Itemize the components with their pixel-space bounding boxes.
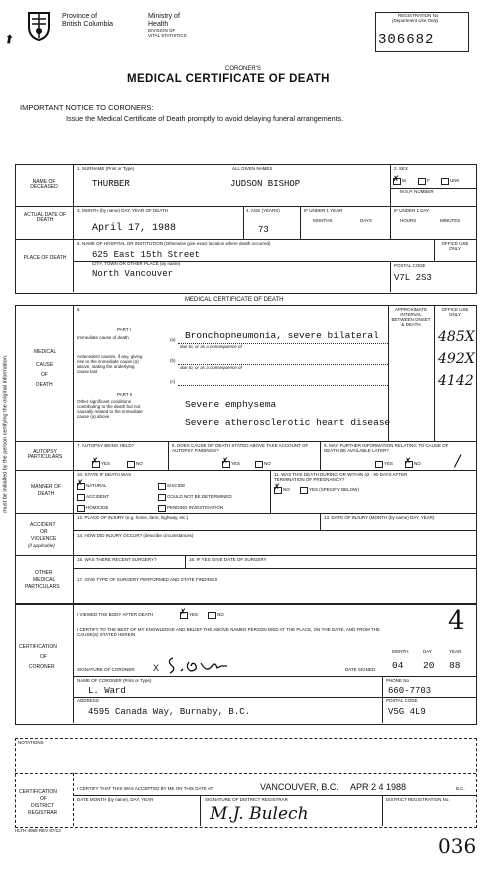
cause-c-marker: (c) — [170, 379, 176, 384]
part-one-label: PART I — [117, 327, 132, 332]
due-to-a: due to, or as a consequence of — [180, 344, 242, 349]
cause-b-marker: (b) — [170, 358, 176, 363]
autopsy-q8-yes-label: YES — [231, 461, 241, 466]
viewed-no-checkbox[interactable] — [208, 612, 216, 619]
coroners-heading: CORONER'S — [225, 66, 261, 72]
accident-label: ACCIDENT — [86, 494, 110, 499]
signature-x: X — [153, 663, 160, 673]
autopsy-q7-check: ✗ — [91, 456, 99, 466]
medical-heading: MEDICAL CERTIFICATE OF DEATH — [185, 297, 284, 303]
coroner-label-3: CORONER — [29, 664, 55, 670]
autopsy-q7-no-label: NO — [136, 461, 143, 466]
surgery-q16: 16. IF YES GIVE DATE OF SURGERY — [189, 557, 267, 562]
year-label: YEAR — [449, 649, 462, 654]
accident-label-2: OR — [40, 529, 48, 535]
registrar-signature-label: SIGNATURE OF DISTRICT REGISTRAR — [205, 797, 288, 802]
under-day-label: IF UNDER 1 DAY — [394, 208, 430, 213]
name-of-deceased-label: NAME OF DECEASED — [30, 179, 58, 190]
autopsy-q9: 9. MAY FURTHER INFORMATION RELATING TO CAUSE OF DEATH BE AVAILABLE LATER? — [324, 443, 449, 453]
city-value: North Vancouver — [92, 269, 174, 279]
age-value: 73 — [258, 225, 269, 235]
postal-code-label: POSTAL CODE — [394, 263, 426, 268]
autopsy-q7-no[interactable] — [127, 461, 135, 468]
pregnancy-yes-checkbox[interactable] — [300, 487, 308, 494]
medical-office-use-label: OFFICE USE ONLY — [441, 307, 469, 317]
autopsy-q9-check: ✗ — [404, 456, 412, 466]
how-injury-label: 14. HOW DID INJURY OCCUR? (describe circumstances) — [77, 533, 194, 538]
accepted-statement: I CERTIFY THAT THIS WAS ACCEPTED BY ME ON THIS DATE AT — [77, 786, 214, 791]
page-mark: 036 — [438, 834, 477, 858]
viewed-no-label: NO — [217, 612, 224, 617]
surgery-q17: 17. GIVE TYPE OF SURGERY PERFORMED AND STATE FINDINGS — [77, 577, 218, 582]
code-3: 4142 — [438, 373, 474, 389]
autopsy-q8-no[interactable] — [255, 461, 263, 468]
undetermined-checkbox[interactable] — [158, 494, 166, 501]
certificate-title: MEDICAL CERTIFICATE OF DEATH — [127, 73, 330, 85]
viewed-yes-check: ✗ — [179, 607, 187, 617]
actual-date-label: ACTUAL DATE OF DEATH — [23, 212, 67, 223]
coroner-label-1: CERTIFICATION — [19, 644, 57, 650]
city-label: CITY, TOWN OR OTHER PLACE (by name) — [92, 261, 181, 266]
registrar-label-3: DISTRICT — [31, 803, 55, 809]
accident-label-4: (if applicable) — [28, 543, 55, 548]
sex-unk-label: UNK — [450, 178, 460, 183]
postal-code-value: V7L 2S3 — [394, 273, 432, 283]
days-label: DAYS — [360, 218, 372, 223]
pregnancy-q11: 11. WAS THIS DEATH DURING OR WITHIN 42 - 90 DAYS AFTER TERMINATION OF PREGNANCY? — [274, 472, 408, 482]
code-1: 485X — [438, 329, 475, 345]
date-month-value: 04 — [392, 660, 404, 671]
coroner-postal-label: POSTAL CODE — [386, 698, 418, 703]
registrar-place: VANCOUVER, B.C. — [260, 782, 339, 792]
part-two-label: PART II — [117, 392, 133, 397]
division-line1: DIVISION OF — [148, 28, 176, 33]
form-number: HLTH 4968 REV 87/12 — [15, 828, 61, 833]
under-year-label: IF UNDER 1 YEAR — [304, 208, 343, 213]
autopsy-q8-check: ✗ — [221, 456, 229, 466]
office-use-label: OFFICE USE ONLY — [441, 241, 469, 251]
cause-a-value: Bronchopneumonia, severe bilateral — [185, 330, 379, 341]
age-label: 4. AGE (YEARS) — [246, 208, 280, 213]
cause-label-4: DEATH — [36, 382, 53, 388]
autopsy-q8: 8. DOES CAUSE OF DEATH STATED ABOVE TAKE ACCOUNT OF AUTOPSY FINDINGS? — [172, 443, 309, 453]
given-names-label: ALL GIVEN NAMES — [232, 166, 273, 171]
coroner-address-value: 4595 Canada Way, Burnaby, B.C. — [88, 707, 251, 717]
surgery-q15: 15. WAS THERE RECENT SURGERY? — [77, 557, 157, 562]
viewed-body-label: I VIEWED THE BODY AFTER DEATH — [77, 612, 154, 617]
ministry-line2: Health — [148, 21, 169, 28]
registrar-label-1: CERTIFICATION — [19, 789, 57, 795]
hours-label: HOURS — [400, 218, 417, 223]
registration-number: 306682 — [378, 32, 435, 48]
address-value: 625 East 15th Street — [92, 250, 201, 260]
day-label: DAY — [423, 649, 432, 654]
autopsy-q8-no-label: NO — [264, 461, 271, 466]
autopsy-q9-no-label: NO — [414, 461, 421, 466]
interval-slash: / — [455, 451, 461, 470]
cause-a-marker: (a) — [170, 337, 176, 342]
hospital-label: 5. NAME OF HOSPITAL OR INSTITUTION (Otherwise give exact location where death occurred) — [77, 241, 271, 246]
cause-label-2: CAUSE — [36, 362, 54, 368]
sex-m-label: M — [402, 178, 406, 183]
coroner-name-value: L. Ward — [88, 686, 126, 696]
province-line2: British Columbia — [62, 21, 113, 28]
notations-label: NOTATIONS — [18, 740, 44, 745]
undetermined-label: COULD NOT BE DETERMINED — [167, 494, 232, 499]
side-instruction: must be initialled by the person certifying the original information. — [2, 354, 9, 513]
code-2: 492X — [438, 351, 475, 367]
pregnancy-no-check: ✗ — [273, 482, 281, 492]
months-label: MONTHS — [313, 218, 333, 223]
pending-label: PENDING INVESTIGATION — [167, 505, 224, 510]
sex-f-label: F — [427, 178, 430, 183]
other-label-1: OTHER — [35, 570, 53, 576]
autopsy-q7-yes-label: YES — [101, 461, 111, 466]
notice-title: IMPORTANT NOTICE TO CORONERS: — [20, 103, 154, 112]
natural-check: ✗ — [76, 478, 84, 488]
place-of-injury-label: 12. PLACE OF INJURY (e.g. home, farm, highway, etc.) — [77, 515, 189, 520]
minutes-label: MINUTES — [440, 218, 461, 223]
other-significant-label: Other significant conditions contributing to the death but not causally related to the immediate cause (a) above — [77, 399, 143, 419]
province-line1: Province of — [62, 13, 98, 20]
section-six-num: 6 — [77, 307, 80, 312]
autopsy-q7: 7. AUTOPSY BEING HELD? — [77, 443, 135, 448]
month-label: MONTH — [392, 649, 409, 654]
side-mark: ⬈ — [0, 30, 18, 48]
signature-coroner-label: SIGNATURE OF CORONER — [77, 667, 135, 672]
notice-text: Issue the Medical Certificate of Death promptly to avoid delaying funeral arrangements. — [66, 114, 344, 123]
coroner-name-label: NAME OF CORONER (Print or Type) — [77, 678, 152, 683]
coroner-signature — [165, 654, 245, 676]
immediate-cause-label: Immediate cause of death — [77, 335, 129, 340]
registrar-signature: M.J. Bulech — [210, 804, 309, 824]
cause-label-3: OF — [41, 372, 48, 378]
natural-label: NATURAL — [86, 483, 107, 488]
certify-statement: I CERTIFY TO THE BEST OF MY KNOWLEDGE AND BELIEF THE ABOVE NAMED PERSON DIED AT THE PLACE, ON THE DATE, AND FROM THE CAUSE(S) STATED HEREIN — [77, 627, 380, 638]
date-day-value: 20 — [423, 660, 435, 671]
accident-checkbox[interactable] — [77, 494, 85, 501]
manner-label: MANNER OF DEATH — [31, 484, 61, 497]
registration-sub: (Department Use Only) — [392, 18, 439, 23]
date-year-value: 88 — [449, 660, 461, 671]
pregnancy-no-label: NO — [283, 487, 290, 492]
phone-label: PHONE No — [386, 678, 410, 683]
accident-label-1: ACCIDENT — [30, 522, 56, 528]
registrar-label-2: OF — [40, 796, 47, 802]
other-label-2: MEDICAL — [33, 577, 56, 583]
margin-mark: 4 — [448, 606, 465, 636]
cause-label-1: MEDICAL — [34, 349, 57, 355]
surname-label: 1. SURNAME (Print or Type) — [77, 166, 135, 171]
other-label-3: PARTICULARS — [25, 584, 60, 590]
registration-title: REGISTRATION No — [398, 13, 439, 18]
registrar-stamp-date: APR 2 4 1988 — [350, 782, 407, 792]
suicide-label: SUICIDE — [167, 483, 186, 488]
coroner-postal-value: V5G 4L9 — [388, 707, 426, 717]
manner-q10: 10. STATE IF DEATH WAS — [77, 472, 132, 477]
homicide-label: HOMICIDE — [86, 505, 109, 510]
registrar-label-4: REGISTRAR — [28, 810, 58, 816]
accident-label-3: VIOLENCE — [31, 536, 57, 542]
phone-value: 660-7703 — [388, 686, 432, 696]
pregnancy-yes-label: YES (SPECIFY BELOW) — [309, 487, 359, 492]
bc-crest-logo — [26, 11, 52, 41]
coroner-address-label: ADDRESS — [77, 698, 99, 703]
ministry-line1: Ministry of — [148, 13, 180, 20]
date-of-death-value: April 17, 1988 — [92, 223, 177, 234]
homicide-checkbox[interactable] — [77, 505, 85, 512]
autopsy-q9-yes[interactable] — [375, 461, 383, 468]
sex-label: 2. SEX — [394, 166, 409, 171]
registrar-date-label: DATE MONTH (by name), DAY, YEAR — [77, 797, 154, 802]
date-of-death-label: 3. MONTH (by name) DAY, YEAR OF DEATH — [77, 208, 168, 213]
other-condition-2: Severe atherosclerotic heart disease — [185, 417, 391, 428]
division-line2: VITAL STATISTICS — [148, 33, 187, 38]
sex-unk-checkbox[interactable] — [441, 178, 449, 185]
due-to-b: due to, or as a consequence of — [180, 365, 242, 370]
msp-number-label: M.S.P. NUMBER — [400, 189, 434, 194]
pending-checkbox[interactable] — [158, 505, 166, 512]
other-condition-1: Severe emphysema — [185, 399, 277, 410]
given-names-value: JUDSON BISHOP — [230, 179, 301, 189]
coroner-label-2: OF — [40, 654, 47, 660]
sex-m-check: ✗ — [392, 174, 400, 184]
autopsy-label: AUTOPSY PARTICULARS — [27, 449, 63, 460]
registrar-bc: B.C. — [456, 786, 465, 791]
date-signed-label: DATE SIGNED — [345, 667, 376, 672]
interval-label: APPROXIMATE INTERVAL BETWEEN ONSET & DEATH — [391, 307, 431, 327]
antecedent-label: Antecedent causes, if any, giving rise to the immediate cause (a) above, stating the underlying cause last — [77, 354, 143, 374]
viewed-yes-label: YES — [189, 612, 199, 617]
place-of-death-label: PLACE OF DEATH — [23, 255, 67, 261]
sex-f-checkbox[interactable] — [418, 178, 426, 185]
registrar-number-label: DISTRICT REGISTRATION No. — [386, 797, 450, 802]
suicide-checkbox[interactable] — [158, 483, 166, 490]
date-of-injury-label: 13. DATE OF INJURY (MONTH (by name) DAY, YEAR) — [324, 515, 435, 520]
surname-value: THURBER — [92, 179, 130, 189]
autopsy-q9-yes-label: YES — [384, 461, 394, 466]
